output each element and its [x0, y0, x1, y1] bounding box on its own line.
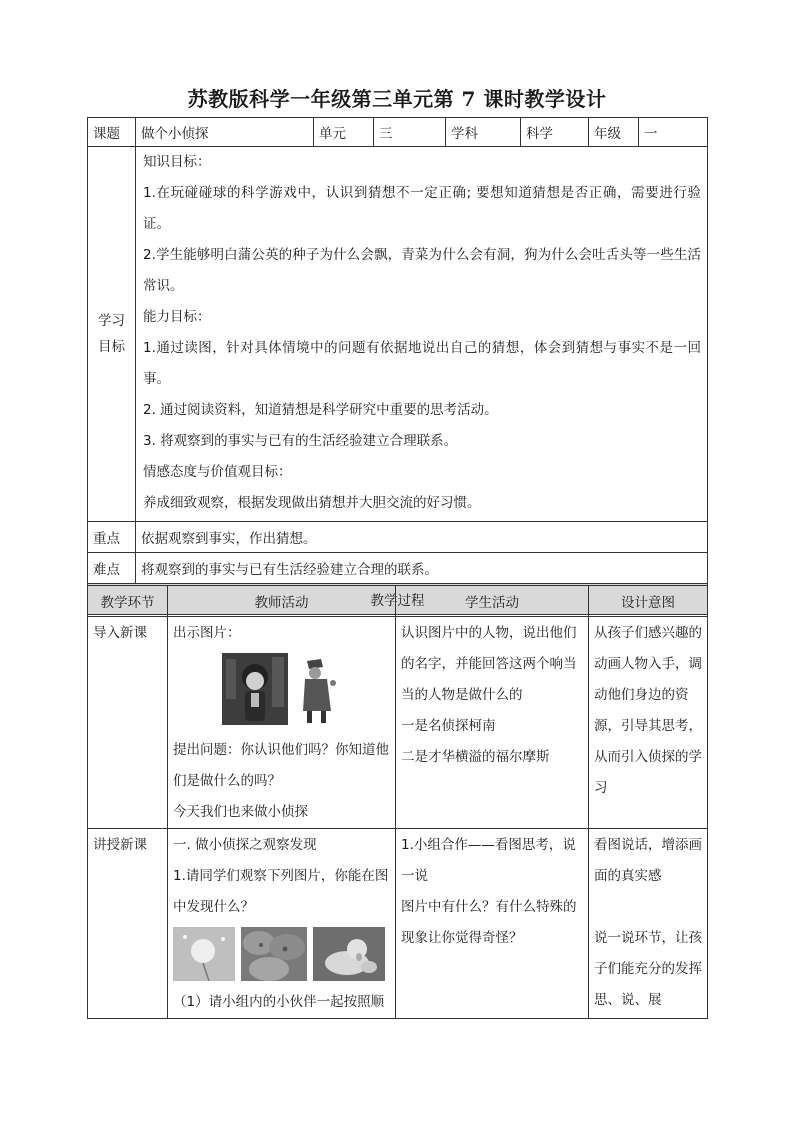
student-activity-cell: 1.小组合作——看图思考，说一说 图片中有什么？有什么特殊的现象让你觉得奇怪？ [396, 829, 589, 1019]
lesson-info-row [88, 118, 708, 147]
unit-label: 单元 [314, 118, 374, 147]
holmes-image [295, 653, 341, 725]
key-point-row [88, 522, 708, 553]
detective-images [173, 653, 390, 733]
objective-line: 能力目标： [143, 309, 211, 325]
design-intent-cell: 看图说话，增添画面的真实感 说一说环节，让孩子们能充分的发挥思、说、展 [589, 829, 708, 1019]
objective-line: 2.学生能够明白蒲公英的种子为什么会飘，青菜为什么会有洞，狗为什么会吐舌头等一些生活常识。 [143, 247, 701, 294]
process-row-teaching [88, 829, 708, 1019]
header-student: 学生活动 [396, 586, 589, 617]
dandelion-image [173, 927, 235, 981]
objective-line: 知识目标： [143, 154, 211, 170]
process-header-row [88, 586, 708, 617]
objective-line: 情感态度与价值观目标： [143, 464, 292, 480]
difficulty-value: 将观察到的事实与已有生活经验建立合理的联系。 [136, 553, 708, 584]
objective-line: 1.在玩碰碰球的科学游戏中，认识到猜想不一定正确; 要想知道猜想是否正确，需要进行验证。 [143, 185, 701, 232]
grade-value: 一 [639, 118, 708, 147]
document-title: 苏教版科学一年级第三单元第 7 课时教学设计 [187, 87, 607, 111]
process-row-intro [88, 617, 708, 829]
observation-images [173, 927, 390, 983]
stage-cell: 讲授新课 [88, 829, 168, 1019]
difficulty-label: 难点 [88, 553, 136, 584]
student-activity-cell: 认识图片中的人物，说出他们的名字，并能回答这两个响当当的人物是做什么的 一是名侦探柯南 二是才华横溢的福尔摩斯 [396, 617, 589, 829]
unit-value: 三 [374, 118, 446, 147]
objective-line: 2. 通过阅读资料，知道猜想是科学研究中重要的思考活动。 [143, 402, 498, 418]
objectives-row [88, 147, 708, 522]
stage-cell: 导入新课 [88, 617, 168, 829]
key-point-label: 重点 [88, 522, 136, 553]
design-intent-cell: 从孩子们感兴趣的动画人物入手，调动他们身边的资源，引导其思考，从而引入侦探的学习 [589, 617, 708, 829]
subject-label: 学科 [446, 118, 521, 147]
objectives-content [136, 147, 708, 522]
header-intent: 设计意图 [589, 586, 708, 617]
header-teacher: 教师活动 [168, 586, 396, 617]
difficulty-row [88, 553, 708, 584]
objectives-label: 学习 目标 [88, 147, 136, 522]
info-table [87, 117, 708, 615]
grade-label: 年级 [589, 118, 639, 147]
objective-line: 3. 将观察到的事实与已有的生活经验建立合理联系。 [143, 433, 458, 449]
lesson-value: 做个小侦探 [136, 118, 314, 147]
subject-value: 科学 [521, 118, 589, 147]
header-stage: 教学环节 [88, 586, 168, 617]
lesson-label: 课题 [88, 118, 136, 147]
teacher-activity-cell: 一. 做小侦探之观察发现 1.请同学们观察下列图片，你能在图中发现什么？ （1）请小组内的小伙伴一起按照顺 [168, 829, 396, 1019]
vegetable-image [241, 927, 307, 981]
objective-line: 养成细致观察，根据发现做出猜想并大胆交流的好习惯。 [143, 495, 481, 511]
objective-line: 1.通过读图，针对具体情境中的问题有依据地说出自己的猜想，体会到猜想与事实不是一回事。 [143, 340, 701, 387]
conan-image [222, 653, 288, 725]
process-table [87, 585, 708, 1019]
dog-image [313, 927, 385, 981]
process-title: 教学过程 [88, 584, 708, 615]
key-point-value: 依据观察到事实，作出猜想。 [136, 522, 708, 553]
teacher-activity-cell: 出示图片： 提出问题：你认识他们吗？你知道他们是做什么的吗？ 今天我们也来做小侦探 [168, 617, 396, 829]
